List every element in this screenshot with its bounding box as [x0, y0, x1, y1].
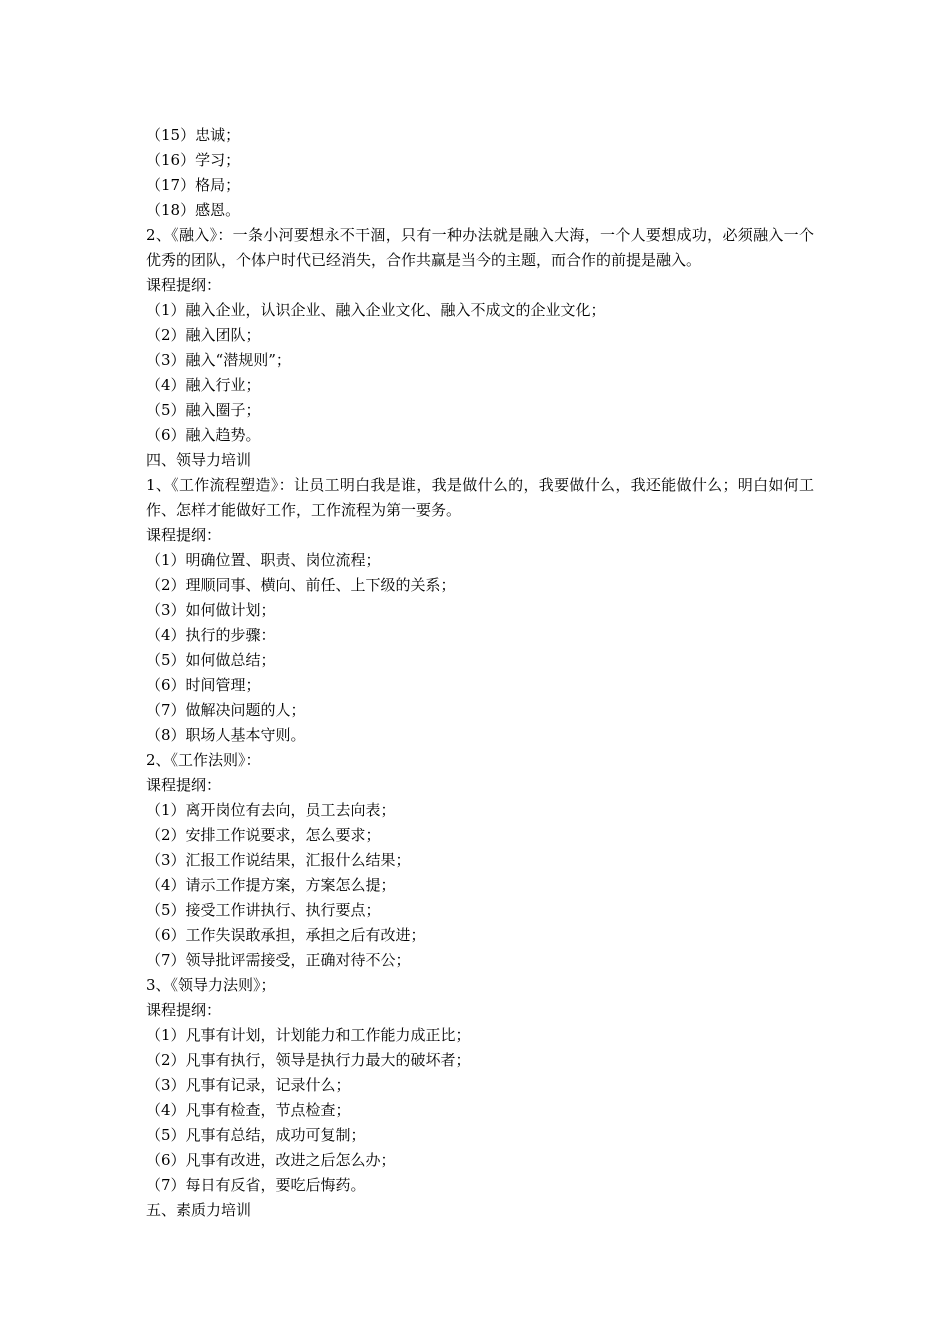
list-item: （7）领导批评需接受，正确对待不公； [146, 951, 411, 969]
section-label: 课程提纲： [146, 776, 222, 794]
list-item: （3）融入“潜规则”； [146, 351, 291, 369]
list-item: （4）执行的步骤： [146, 626, 276, 644]
list-item: （5）如何做总结； [146, 651, 276, 669]
section-heading-quality: 五、素质力培训 [146, 1201, 252, 1219]
list-item: （4）请示工作提方案，方案怎么提； [146, 876, 396, 894]
list-item: （6）时间管理； [146, 676, 261, 694]
list-item: （16）学习； [146, 151, 241, 169]
list-item: （2）安排工作说要求，怎么要求； [146, 826, 381, 844]
list-item: （3）汇报工作说结果，汇报什么结果； [146, 851, 411, 869]
list-item: （3）凡事有记录，记录什么； [146, 1076, 351, 1094]
list-item: （1）融入企业，认识企业、融入企业文化、融入不成文的企业文化； [146, 301, 606, 319]
section-label: 课程提纲： [146, 1001, 222, 1019]
list-item: （2）融入团队； [146, 326, 261, 344]
list-item: （18）感恩。 [146, 201, 241, 219]
document-body [146, 123, 814, 1223]
list-item: （2）理顺同事、横向、前任、上下级的关系； [146, 576, 456, 594]
list-item: （7）做解决问题的人； [146, 701, 306, 719]
list-item: （3）如何做计划； [146, 601, 276, 619]
list-item: （1）凡事有计划，计划能力和工作能力成正比； [146, 1026, 471, 1044]
course-title: 2、《工作法则》： [146, 751, 261, 769]
list-item: （8）职场人基本守则。 [146, 726, 306, 744]
course-title: 3、《领导力法则》； [146, 976, 276, 994]
list-item: （5）凡事有总结，成功可复制； [146, 1126, 366, 1144]
list-item: （2）凡事有执行，领导是执行力最大的破坏者； [146, 1051, 471, 1069]
list-item: （6）凡事有改进，改进之后怎么办； [146, 1151, 396, 1169]
list-item: （5）融入圈子； [146, 401, 261, 419]
list-item: （1）明确位置、职责、岗位流程； [146, 551, 381, 569]
list-item: （6）工作失误敢承担，承担之后有改进； [146, 926, 426, 944]
section-heading-leadership: 四、领导力培训 [146, 451, 252, 469]
section-label: 课程提纲： [146, 526, 222, 544]
list-item: （4）凡事有检查，节点检查； [146, 1101, 351, 1119]
list-item: （15）忠诚； [146, 126, 241, 144]
list-item: （6）融入趋势。 [146, 426, 261, 444]
list-item: （5）接受工作讲执行、执行要点； [146, 901, 381, 919]
list-item: （4）融入行业； [146, 376, 261, 394]
list-item: （7）每日有反省，要吃后悔药。 [146, 1176, 366, 1194]
section-label: 课程提纲： [146, 276, 222, 294]
list-item: （1）离开岗位有去向，员工去向表； [146, 801, 396, 819]
list-item: （17）格局； [146, 176, 241, 194]
paragraph-rongru-intro: 2、《融入》：一条小河要想永不干涸，只有一种办法就是融入大海，一个人要想成功，必须融入一个优秀的团队，个体户时代已经消失，合作共赢是当今的主题，而合作的前提是融入。 [146, 226, 814, 269]
paragraph-workflow-intro: 1、《工作流程塑造》：让员工明白我是谁，我是做什么的，我要做什么，我还能做什么；明白如何工作、怎样才能做好工作，工作流程为第一要务。 [146, 476, 814, 519]
